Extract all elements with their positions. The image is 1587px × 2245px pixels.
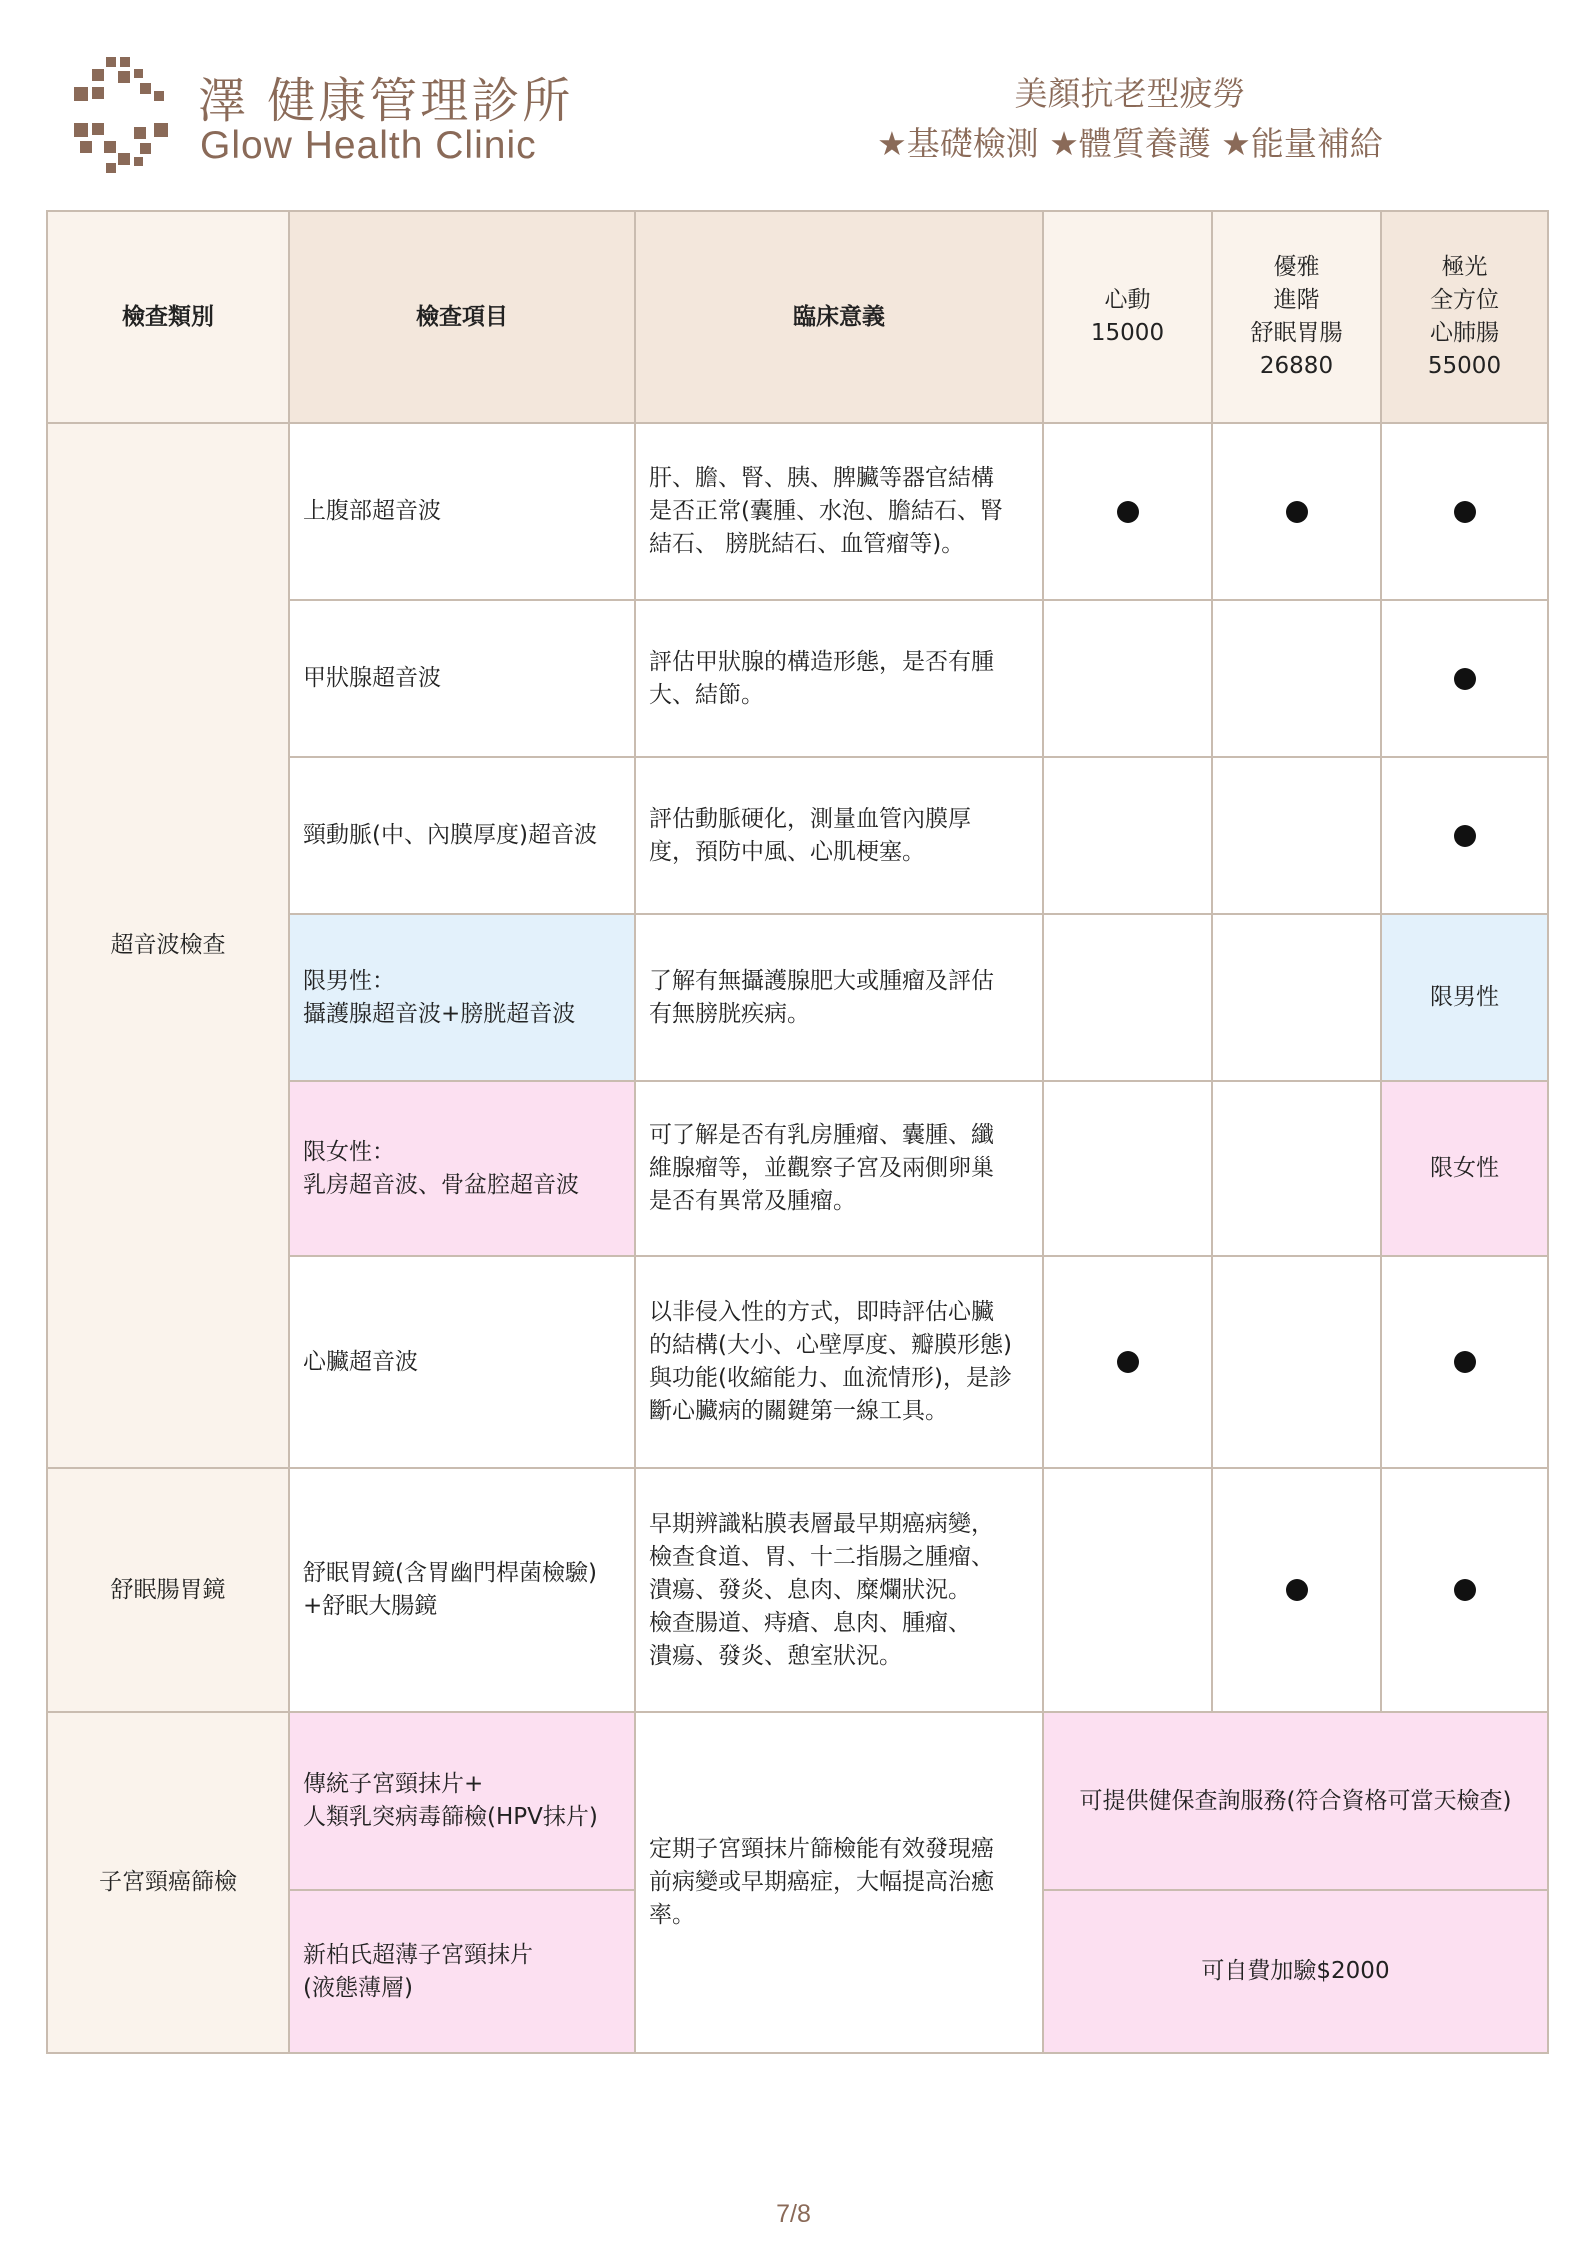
mark-cell — [1381, 1256, 1548, 1468]
mark-cell — [1043, 600, 1212, 757]
page-number: 7/8 — [776, 2200, 811, 2228]
nhi-service-note: 可提供健保查詢服務(符合資格可當天檢查) — [1043, 1712, 1548, 1890]
table-header-row — [47, 211, 1548, 423]
clinic-name: 澤 健康管理診所 — [198, 73, 574, 129]
plan-title: 美顏抗老型疲勞 — [1014, 74, 1246, 113]
plan-subtitle: ★基礎檢測 ★體質養護 ★能量補給 — [877, 124, 1383, 163]
mark-cell — [1043, 1256, 1212, 1468]
clinic-name-english: Glow Health Clinic — [200, 124, 537, 167]
mark-cell — [1212, 423, 1381, 600]
mark-cell — [1212, 914, 1381, 1081]
male-only-note: 限男性 — [1381, 914, 1548, 1081]
table-row — [47, 1468, 1548, 1712]
mark-cell — [1043, 1468, 1212, 1712]
female-only-note: 限女性 — [1381, 1081, 1548, 1256]
item-cell: 傳統子宮頸抹片+ 人類乳突病毒篩檢(HPV抹片) — [289, 1712, 635, 1890]
mark-cell — [1381, 1468, 1548, 1712]
header-plan-heartbeat: 心動 15000 — [1043, 211, 1212, 423]
header-category: 檢查類別 — [47, 211, 289, 423]
mark-cell — [1043, 757, 1212, 914]
mark-cell — [1043, 914, 1212, 1081]
exam-table — [46, 210, 1549, 2054]
meaning-cell: 以非侵入性的方式，即時評估心臟 的結構(大小、心壁厚度、瓣膜形態) 與功能(收縮能力、血流情形)，是診 斷心臟病的關鍵第一線工具。 — [635, 1256, 1043, 1468]
included-dot — [1454, 1579, 1476, 1601]
meaning-cell: 可了解是否有乳房腫瘤、囊腫、纖 維腺瘤等，並觀察子宮及兩側卵巢 是否有異常及腫瘤。 — [635, 1081, 1043, 1256]
item-cell: 舒眠胃鏡(含胃幽門桿菌檢驗) +舒眠大腸鏡 — [289, 1468, 635, 1712]
category-cervical: 子宮頸癌篩檢 — [47, 1712, 289, 2053]
included-dot — [1117, 1351, 1139, 1373]
meaning-cell: 定期子宮頸抹片篩檢能有效發現癌 前病變或早期癌症，大幅提高治癒 率。 — [635, 1712, 1043, 2053]
included-dot — [1454, 501, 1476, 523]
item-cell: 甲狀腺超音波 — [289, 600, 635, 757]
page-header — [0, 0, 1587, 200]
header-meaning: 臨床意義 — [635, 211, 1043, 423]
meaning-cell: 肝、膽、腎、胰、脾臟等器官結構 是否正常(囊腫、水泡、膽結石、腎 結石、 膀胱結石、血管瘤等)。 — [635, 423, 1043, 600]
item-cell: 限男性： 攝護腺超音波+膀胱超音波 — [289, 914, 635, 1081]
included-dot — [1286, 1579, 1308, 1601]
mark-cell — [1043, 1081, 1212, 1256]
category-ultrasound: 超音波檢查 — [47, 423, 289, 1468]
item-cell: 上腹部超音波 — [289, 423, 635, 600]
mark-cell — [1381, 757, 1548, 914]
meaning-cell: 評估甲狀腺的構造形態，是否有腫 大、結節。 — [635, 600, 1043, 757]
item-cell: 限女性： 乳房超音波、骨盆腔超音波 — [289, 1081, 635, 1256]
included-dot — [1454, 668, 1476, 690]
item-cell: 頸動脈(中、內膜厚度)超音波 — [289, 757, 635, 914]
included-dot — [1454, 825, 1476, 847]
mark-cell — [1212, 1081, 1381, 1256]
category-endoscopy: 舒眠腸胃鏡 — [47, 1468, 289, 1712]
included-dot — [1286, 501, 1308, 523]
header-item: 檢查項目 — [289, 211, 635, 423]
mark-cell — [1212, 1256, 1381, 1468]
mark-cell — [1212, 757, 1381, 914]
item-cell: 新柏氏超薄子宮頸抹片 (液態薄層) — [289, 1890, 635, 2053]
item-cell: 心臟超音波 — [289, 1256, 635, 1468]
meaning-cell: 早期辨識粘膜表層最早期癌病變， 檢查食道、胃、十二指腸之腫瘤、 潰瘍、發炎、息肉、糜爛狀況。 檢查腸道、痔瘡、息肉、腫瘤、 潰瘍、發炎、憩室狀況。 — [635, 1468, 1043, 1712]
self-pay-note: 可自費加驗$2000 — [1043, 1890, 1548, 2053]
clinic-logo-icon — [74, 57, 174, 173]
meaning-cell: 評估動脈硬化，測量血管內膜厚 度，預防中風、心肌梗塞。 — [635, 757, 1043, 914]
meaning-cell: 了解有無攝護腺肥大或腫瘤及評估 有無膀胱疾病。 — [635, 914, 1043, 1081]
mark-cell — [1381, 600, 1548, 757]
table-row — [47, 423, 1548, 600]
header-plan-aurora: 極光 全方位 心肺腸 55000 — [1381, 211, 1548, 423]
table-row — [47, 1712, 1548, 1890]
mark-cell — [1212, 1468, 1381, 1712]
header-plan-elegant: 優雅 進階 舒眠胃腸 26880 — [1212, 211, 1381, 423]
mark-cell — [1212, 600, 1381, 757]
included-dot — [1117, 501, 1139, 523]
included-dot — [1454, 1351, 1476, 1373]
mark-cell — [1043, 423, 1212, 600]
mark-cell — [1381, 423, 1548, 600]
